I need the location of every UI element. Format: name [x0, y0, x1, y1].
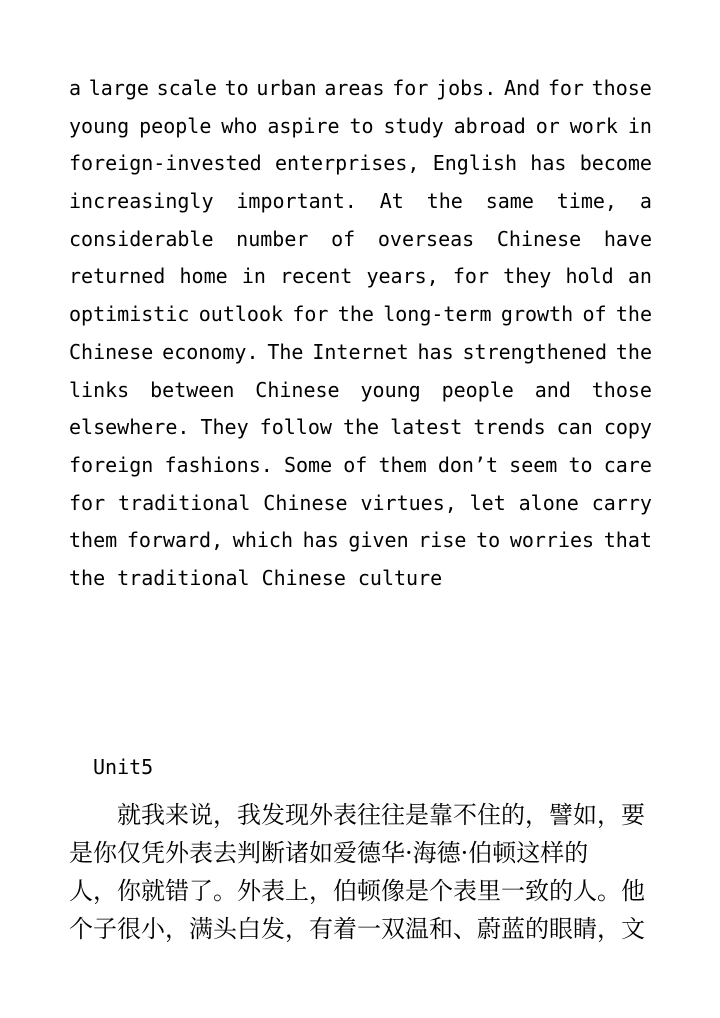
english-paragraph-line	[69, 334, 652, 372]
word: forward,	[126, 528, 224, 553]
word: or	[535, 113, 560, 138]
word: important.	[236, 189, 357, 214]
word: become	[579, 151, 652, 176]
word: don’t	[437, 452, 499, 477]
word: for	[69, 490, 106, 515]
word: the	[337, 302, 374, 327]
word: young	[69, 113, 130, 138]
word: of	[582, 302, 607, 327]
english-paragraph-line	[69, 108, 652, 146]
chinese-paragraph-line: 就我来说，我发现外表往往是靠不住的，譬如，要	[117, 801, 645, 829]
english-paragraph-line	[69, 409, 652, 447]
word: that	[603, 528, 652, 553]
english-paragraph-line	[69, 183, 652, 221]
english-paragraph-line	[69, 70, 652, 108]
word: economy.	[162, 339, 259, 364]
word: a	[69, 76, 82, 100]
word: English	[432, 151, 518, 176]
word: to	[224, 76, 249, 100]
word: culture	[357, 565, 443, 590]
english-paragraph-line	[69, 145, 652, 183]
word: recent	[280, 264, 353, 289]
word: foreign-invested	[69, 151, 262, 176]
word: growth	[500, 302, 574, 327]
word: carry	[591, 490, 652, 515]
word: urban	[256, 76, 317, 100]
word: a	[639, 189, 652, 214]
word: Chinese	[496, 226, 582, 251]
word: And	[503, 76, 541, 100]
word: study	[383, 113, 444, 138]
word: of	[331, 226, 356, 251]
word: same	[485, 189, 534, 214]
english-paragraph-line	[69, 560, 652, 598]
unit-heading: Unit5	[93, 755, 154, 779]
word: trends	[473, 415, 546, 440]
word: an	[627, 264, 652, 289]
word: have	[603, 226, 652, 251]
english-paragraph-line	[69, 296, 652, 334]
word: the	[615, 339, 652, 364]
word: young	[360, 377, 421, 402]
word: work	[569, 113, 618, 138]
word: who	[221, 113, 258, 138]
english-paragraph	[69, 70, 652, 598]
word: let	[469, 490, 506, 515]
word: Chinese	[255, 377, 340, 402]
word: abroad	[453, 113, 526, 138]
word: has	[302, 528, 339, 553]
english-paragraph-line	[69, 221, 652, 259]
word: those	[591, 377, 652, 402]
word: the	[342, 415, 380, 440]
word: fashions.	[164, 452, 273, 477]
word: for	[392, 76, 429, 100]
word: number	[236, 226, 309, 251]
word: virtues,	[360, 490, 457, 515]
word: which	[232, 528, 293, 553]
word: traditional	[117, 565, 250, 590]
word: links	[69, 377, 130, 402]
word: has	[530, 151, 567, 176]
word: Some	[283, 452, 333, 477]
word: latest	[390, 415, 463, 440]
word: The	[267, 339, 304, 364]
word: can	[556, 415, 593, 440]
word: Chinese	[261, 565, 346, 590]
word: in	[241, 264, 266, 289]
english-paragraph-line	[69, 447, 652, 485]
word: and	[534, 377, 571, 402]
word: traditional	[117, 490, 251, 515]
word: alone	[518, 490, 579, 515]
word: to	[568, 452, 593, 477]
word: Internet	[312, 339, 409, 364]
word: between	[150, 377, 235, 402]
word: outlook	[198, 302, 284, 327]
word: the	[426, 189, 463, 214]
word: worries	[509, 528, 595, 553]
word: the	[615, 302, 652, 327]
english-paragraph-line	[69, 258, 652, 296]
chinese-paragraph	[69, 796, 652, 948]
word: strengthened	[462, 339, 607, 364]
word: for	[452, 264, 489, 289]
word: foreign	[69, 452, 154, 477]
word: follow	[259, 415, 332, 440]
word: scale	[156, 76, 217, 100]
word: optimistic	[69, 302, 190, 327]
word: returned	[69, 264, 166, 289]
word: large	[88, 76, 149, 100]
word: they	[503, 264, 552, 289]
word: them	[378, 452, 427, 477]
word: years,	[366, 264, 439, 289]
word: has	[417, 339, 454, 364]
word: home	[179, 264, 228, 289]
english-paragraph-line	[69, 522, 652, 560]
word: aspire	[267, 113, 340, 138]
word: the	[69, 565, 106, 590]
word: given	[348, 528, 409, 553]
word: enterprises,	[274, 151, 420, 176]
word: for	[292, 302, 329, 327]
chinese-paragraph-line: 个子很小，满头白发，有着一双温和、蔚蓝的眼睛，文	[69, 915, 645, 943]
word: time,	[556, 189, 617, 214]
word: people	[139, 113, 212, 138]
chinese-paragraph-line: 人，你就错了。外表上，伯顿像是个表里一致的人。他	[69, 877, 645, 905]
chinese-paragraph-line: 是你仅凭外表去判断诸如爱德华·海德·伯顿这样的	[69, 839, 589, 867]
word: elsewhere.	[69, 415, 190, 440]
word: for	[547, 76, 584, 100]
word: them	[69, 528, 118, 553]
word: Chinese	[69, 339, 154, 364]
word: long-term	[383, 302, 492, 327]
word: areas	[324, 76, 385, 100]
word: overseas	[377, 226, 475, 251]
word: jobs.	[436, 76, 497, 100]
word: to	[476, 528, 501, 553]
english-paragraph-line	[69, 485, 652, 523]
word: They	[200, 415, 249, 440]
word: of	[343, 452, 368, 477]
word: care	[603, 452, 652, 477]
english-paragraph-line	[69, 372, 652, 410]
word: seem	[509, 452, 558, 477]
word: in	[627, 113, 652, 138]
word: to	[349, 113, 374, 138]
word: rise	[418, 528, 467, 553]
word: those	[591, 76, 652, 100]
word: increasingly	[69, 189, 214, 214]
word: hold	[565, 264, 614, 289]
word: Chinese	[263, 490, 348, 515]
word: considerable	[69, 226, 214, 251]
word: people	[441, 377, 514, 402]
word: copy	[603, 415, 652, 440]
word: At	[379, 189, 404, 214]
